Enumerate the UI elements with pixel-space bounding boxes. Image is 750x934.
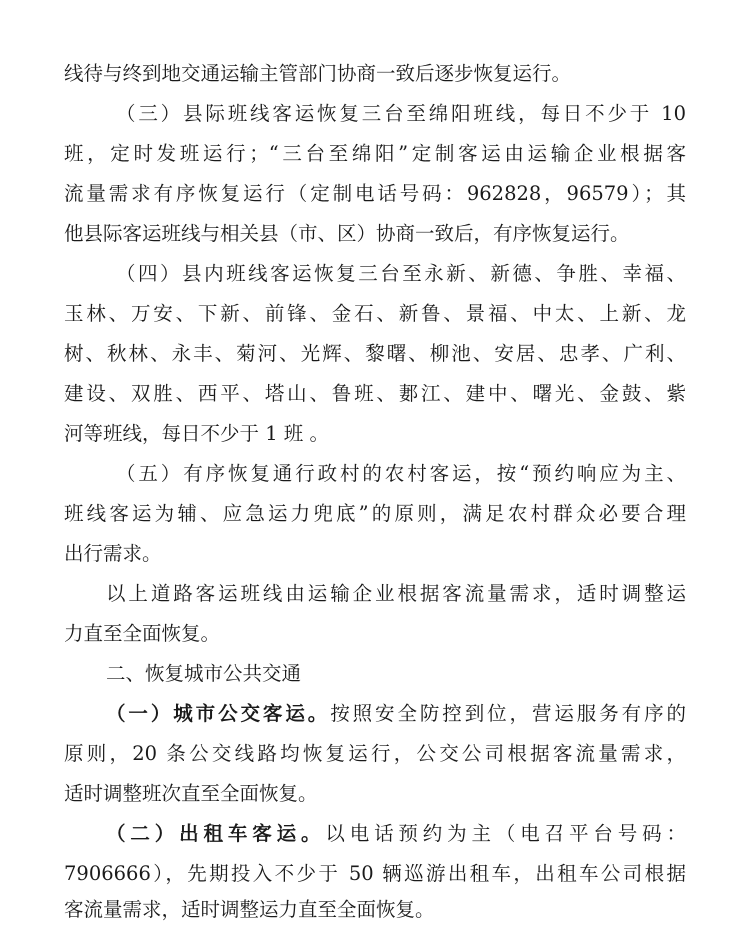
section-heading: 二、恢复城市公共交通 — [106, 662, 302, 685]
paragraph-line: 他县际客运班线与相关县（市、区）协商一致后，有序恢复运行。 — [64, 222, 630, 245]
paragraph-line: （四）县内班线客运恢复三台至永新、新德、争胜、幸福、 — [116, 262, 686, 285]
paragraph-line: 河等班线，每日不少于 1 班 。 — [64, 422, 330, 445]
paragraph-line — [106, 702, 686, 726]
paragraph-line: 适时调整班次直至全面恢复。 — [64, 782, 318, 805]
paragraph-line: 以上道路客运班线由运输企业根据客流量需求，适时调整运 — [106, 582, 686, 605]
subsection-heading: （二）出租车客运。 — [106, 822, 326, 845]
paragraph-line: 线待与终到地交通运输主管部门协商一致后逐步恢复运行。 — [64, 62, 572, 85]
paragraph-line: 原则，20 条公交线路均恢复运行，公交公司根据客流量需求， — [64, 742, 686, 765]
subsection-heading: （一）城市公交客运。 — [106, 702, 331, 725]
paragraph-line: 出行需求。 — [64, 542, 162, 565]
paragraph-line: 力直至全面恢复。 — [64, 622, 221, 645]
paragraph-line: 班，定时发班运行；“三台至绵阳”定制客运由运输企业根据客 — [64, 142, 686, 165]
paragraph-line: 班线客运为辅、应急运力兜底”的原则，满足农村群众必要合理 — [64, 502, 686, 525]
paragraph-line: 树、秋林、永丰、菊河、光辉、黎曙、柳池、安居、忠孝、广利、 — [64, 342, 686, 365]
line-text: 按照安全防控到位，营运服务有序的 — [330, 702, 686, 725]
paragraph-line: 建设、双胜、西平、塔山、鲁班、郪江、建中、曙光、金鼓、紫 — [64, 382, 686, 405]
paragraph-line: 流量需求有序恢复运行（定制电话号码：962828，96579）；其 — [64, 182, 686, 205]
paragraph-line: （三）县际班线客运恢复三台至绵阳班线，每日不少于 10 — [116, 102, 686, 125]
paragraph-line — [106, 822, 686, 846]
paragraph-line: （五）有序恢复通行政村的农村客运，按“预约响应为主、 — [116, 462, 686, 485]
paragraph-line: 玉林、万安、下新、前锋、金石、新鲁、景福、中太、上新、龙 — [64, 302, 686, 325]
paragraph-line: 客流量需求，适时调整运力直至全面恢复。 — [64, 898, 435, 921]
paragraph-line: 7906666），先期投入不少于 50 辆巡游出租车，出租车公司根据 — [64, 862, 686, 885]
line-text: 以电话预约为主（电召平台号码： — [325, 822, 686, 845]
